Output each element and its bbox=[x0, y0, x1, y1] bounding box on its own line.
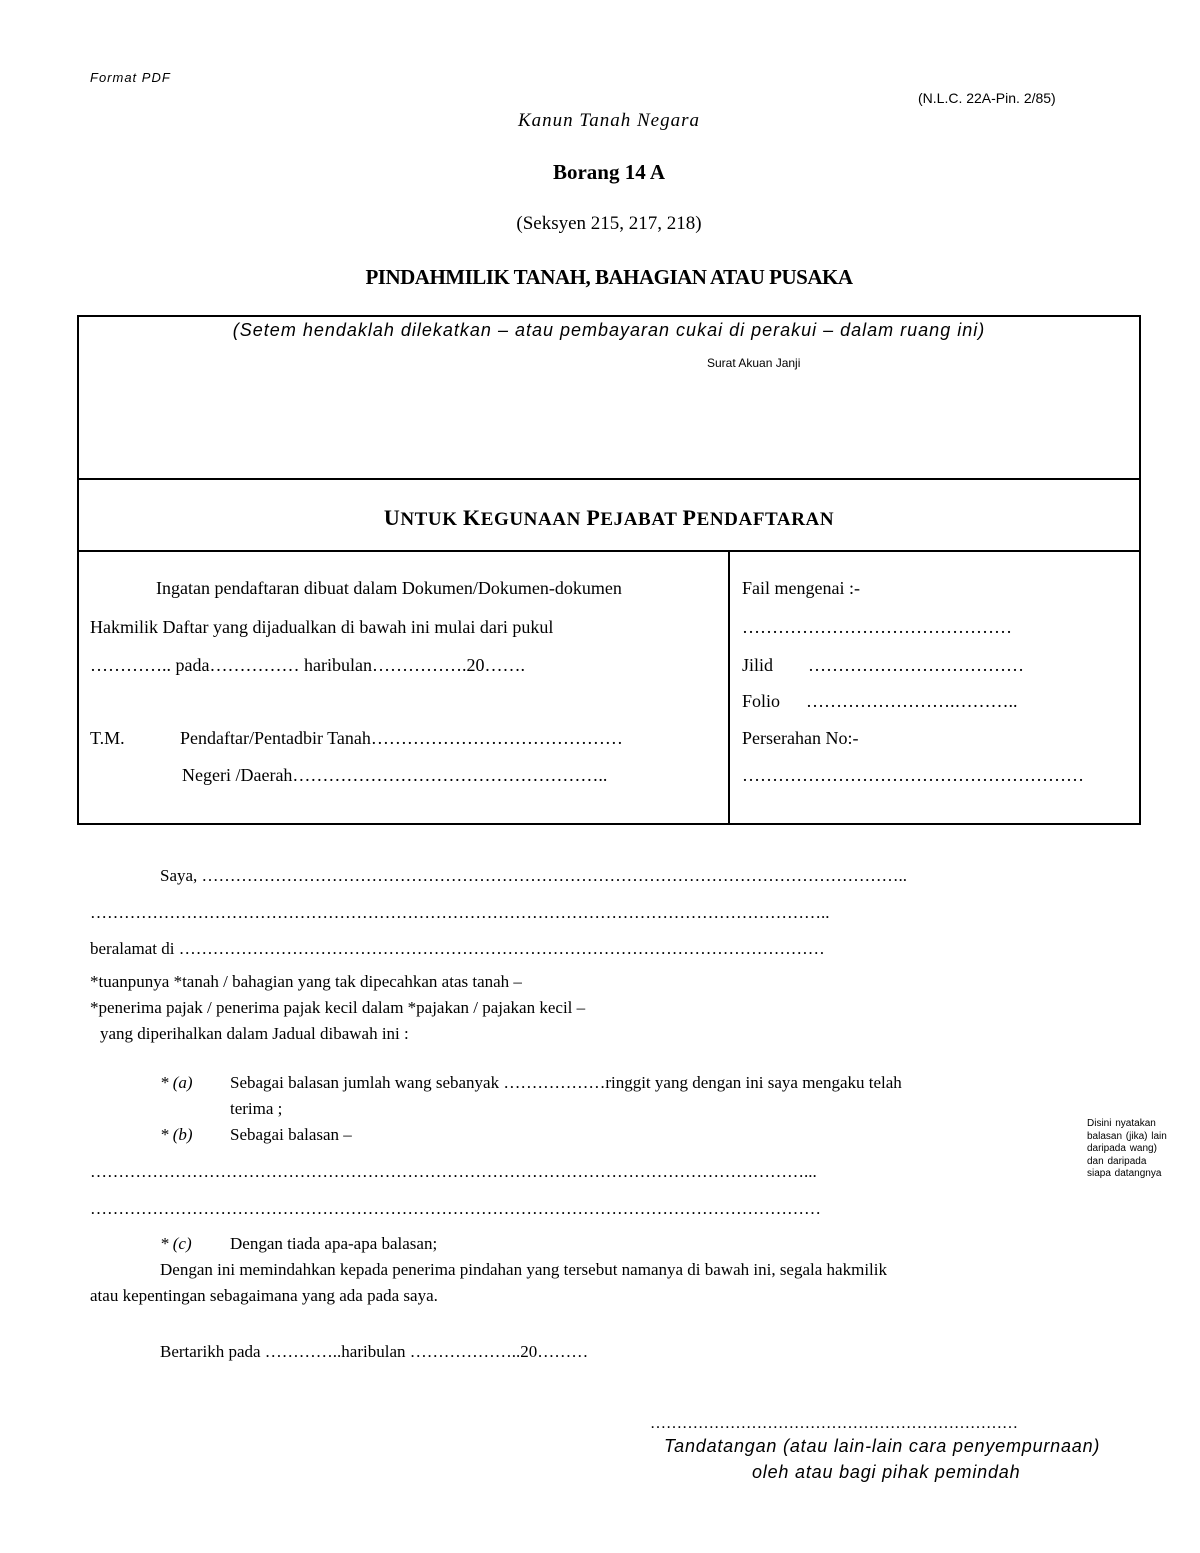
signature-blank: …………………………………………………………… bbox=[650, 1415, 1018, 1432]
form-title: Borang 14 A bbox=[552, 160, 665, 184]
submission-number-label: Perserahan No:- bbox=[742, 728, 859, 748]
option-b-text: Sebagai balasan – bbox=[230, 1125, 352, 1144]
option-c-text: Dengan tiada apa-apa balasan; bbox=[230, 1234, 438, 1253]
submission-number-blank: ………………………………………………… bbox=[742, 765, 1084, 785]
state-district-line: Negeri /Daerah…………………………………………….. bbox=[182, 765, 608, 785]
registration-line-1: Ingatan pendaftaran dibuat dalam Dokumen/Dokumen-dokumen bbox=[156, 578, 622, 598]
signature-caption: Tandatangan (atau lain-lain cara penyempurnaan) bbox=[664, 1436, 1101, 1456]
consideration-blank-2: ………………………………………………………………………………………………………………… bbox=[90, 1199, 821, 1218]
office-use-initial: P bbox=[682, 505, 697, 530]
office-use-initial: P bbox=[586, 505, 601, 530]
column-divider bbox=[728, 550, 730, 825]
format-label: Format PDF bbox=[90, 70, 171, 85]
option-c-marker: * (c) bbox=[160, 1234, 192, 1253]
office-use-word: EGUNAAN bbox=[480, 509, 581, 530]
office-use-word: NTUK bbox=[400, 509, 458, 530]
registrar-line: Pendaftar/Pentadbir Tanah…………………………………… bbox=[180, 728, 623, 748]
office-use-word: ENDAFTARAN bbox=[696, 509, 835, 530]
volume-label: Jilid bbox=[742, 655, 774, 675]
office-use-initial: K bbox=[462, 505, 481, 530]
lessee-line: *penerima pajak / penerima pajak kecil dalam *pajakan / pajakan kecil – bbox=[90, 998, 586, 1017]
folio-label: Folio bbox=[742, 691, 781, 711]
registration-line-3: ………….. pada…………… haribulan…………….20……. bbox=[90, 655, 525, 675]
registration-line-2: Hakmilik Daftar yang dijadualkan di bawah ini mulai dari pukul bbox=[90, 617, 554, 637]
consideration-blank-1: ………………………………………………………………………………………………………………... bbox=[90, 1162, 817, 1181]
stamp-note: (Setem hendaklah dilekatkan – atau pembayaran cukai di perakui – dalam ruang ini) bbox=[232, 320, 986, 340]
address-line: beralamat di …………………………………………………………………………………………………… bbox=[90, 939, 825, 958]
transferor-name-continuation: ………………………………………………………………………………………………………………….. bbox=[90, 903, 830, 922]
office-use-heading bbox=[0, 505, 1200, 531]
option-a-text-continuation: terima ; bbox=[230, 1099, 283, 1118]
transferor-name-line: Saya, …………………………………………………………………………………………………………….. bbox=[160, 866, 908, 885]
schedule-line: yang diperihalkan dalam Jadual dibawah ini : bbox=[100, 1024, 409, 1043]
office-use-initial: U bbox=[383, 505, 401, 530]
date-line: Bertarikh pada …………..haribulan ………………..20……… bbox=[160, 1342, 589, 1361]
file-reference-blank: ……………………………………… bbox=[742, 617, 1012, 637]
tm-label: T.M. bbox=[90, 728, 125, 748]
owner-line: *tuanpunya *tanah / bahagian yang tak dipecahkan atas tanah – bbox=[90, 972, 522, 991]
page-title: PINDAHMILIK TANAH, BAHAGIAN ATAU PUSAKA bbox=[365, 265, 853, 289]
volume-blank: ……………………………… bbox=[808, 655, 1024, 675]
transfer-statement: Dengan ini memindahkan kepada penerima pindahan yang tersebut namanya di bawah ini, segala hakmilik bbox=[160, 1260, 887, 1279]
affidavit-label: Surat Akuan Janji bbox=[707, 356, 801, 370]
law-title: Kanun Tanah Negara bbox=[518, 110, 700, 131]
folio-blank: …………………….……….. bbox=[806, 691, 1018, 711]
office-use-word: EJABAT bbox=[600, 509, 678, 530]
margin-note: Disini nyatakan balasan (jika) lain daripada wang) dan daripada siapa datangnya bbox=[1087, 1118, 1167, 1179]
option-a-text: Sebagai balasan jumlah wang sebanyak ………………ringgit yang dengan ini saya mengaku telah bbox=[230, 1073, 902, 1092]
option-b-marker: * (b) bbox=[160, 1125, 193, 1144]
file-reference-label: Fail mengenai :- bbox=[742, 578, 860, 598]
transfer-statement-continuation: atau kepentingan sebagaimana yang ada pada saya. bbox=[90, 1286, 438, 1305]
signature-caption-continuation: oleh atau bagi pihak pemindah bbox=[752, 1462, 1021, 1482]
form-code: (N.L.C. 22A-Pin. 2/85) bbox=[918, 90, 1056, 106]
sections-reference: (Seksyen 215, 217, 218) bbox=[516, 213, 702, 234]
option-a-marker: * (a) bbox=[160, 1073, 193, 1092]
